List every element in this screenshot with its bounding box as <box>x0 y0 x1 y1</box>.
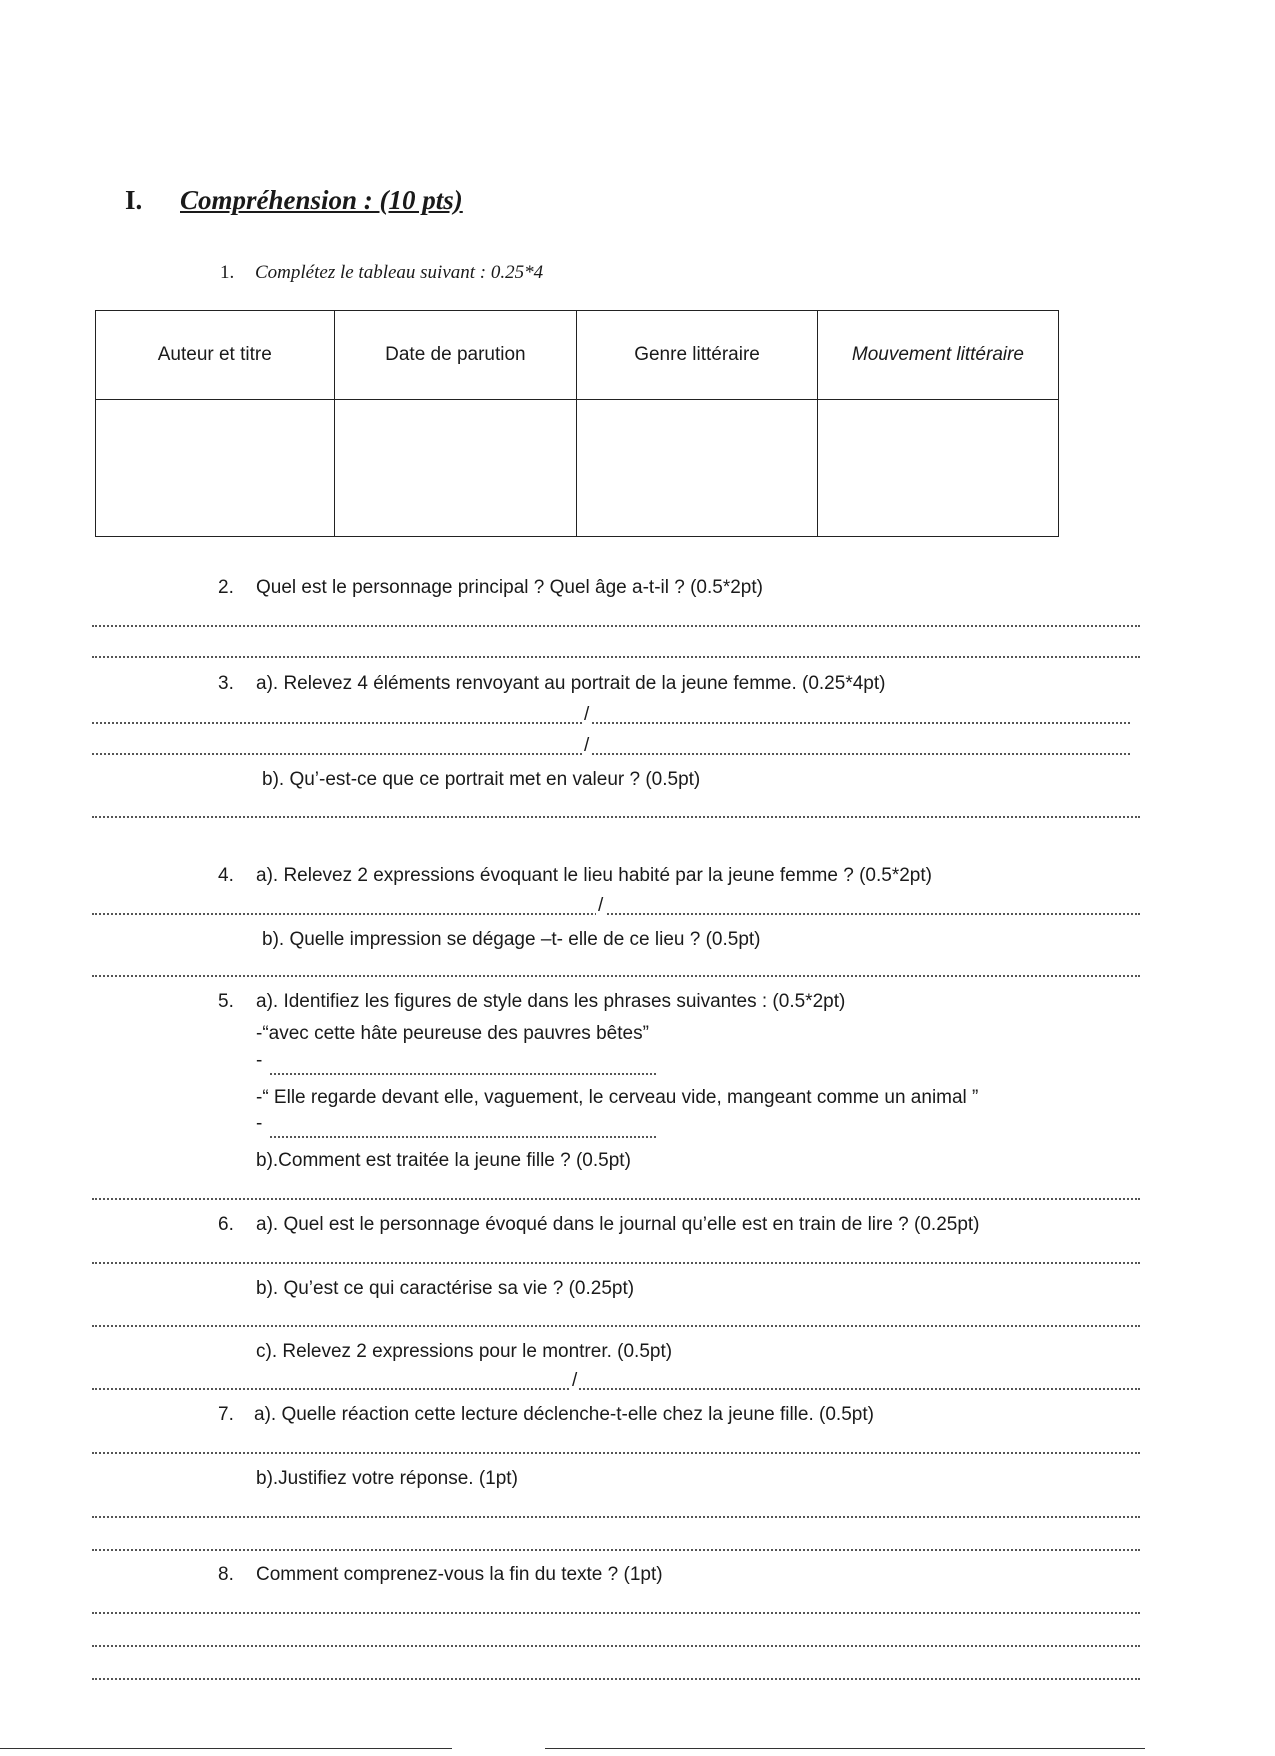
answer-line[interactable] <box>92 975 1140 977</box>
q2-number: 2. <box>218 577 234 598</box>
q4-number: 4. <box>218 865 234 886</box>
q5-number: 5. <box>218 991 234 1012</box>
q7b-text: b).Justifiez votre réponse. (1pt) <box>256 1468 518 1489</box>
q8-text: Comment comprenez-vous la fin du texte ? (1pt) <box>256 1564 663 1585</box>
answer-line[interactable] <box>92 1645 1140 1647</box>
q6b-text: b). Qu’est ce qui caractérise sa vie ? (0.25pt) <box>256 1278 635 1299</box>
table-answer-cell[interactable] <box>817 400 1058 537</box>
answer-line[interactable] <box>92 1678 1140 1680</box>
q5b-text: b).Comment est traitée la jeune fille ? (0.5pt) <box>256 1150 631 1171</box>
answer-line[interactable] <box>92 656 1140 658</box>
section-title: Compréhension : (10 pts) <box>180 185 463 215</box>
answer-line[interactable] <box>92 1325 1140 1327</box>
separator-slash: / <box>572 1370 578 1391</box>
q1-number: 1. <box>220 262 235 283</box>
table-header-cell: Date de parution <box>334 311 577 400</box>
answer-line[interactable] <box>92 753 1130 755</box>
q3b-text: b). Qu’-est-ce que ce portrait met en valeur ? (0.5pt) <box>262 769 701 790</box>
q4b-text: b). Quelle impression se dégage –t- elle de ce lieu ? (0.5pt) <box>262 929 761 950</box>
q1-instruction: Complétez le tableau suivant : 0.25*4 <box>255 262 544 283</box>
answer-line[interactable] <box>92 722 1130 724</box>
separator-slash: / <box>584 704 590 725</box>
answer-line[interactable] <box>92 625 1140 627</box>
q4a-text: a). Relevez 2 expressions évoquant le lieu habité par la jeune femme ? (0.5*2pt) <box>256 865 932 886</box>
q6c-text: c). Relevez 2 expressions pour le montrer. (0.5pt) <box>256 1341 673 1362</box>
table-answer-cell[interactable] <box>96 400 335 537</box>
answer-line[interactable] <box>92 1262 1140 1264</box>
answer-line[interactable] <box>92 816 1140 818</box>
answer-line[interactable] <box>92 1612 1140 1614</box>
answer-line[interactable] <box>270 1073 656 1075</box>
table-answer-cell[interactable] <box>334 400 577 537</box>
separator-slash: / <box>598 895 604 916</box>
q7-number: 7. <box>218 1404 234 1425</box>
separator-slash: / <box>584 735 590 756</box>
answer-line[interactable] <box>92 1198 1140 1200</box>
q6-number: 6. <box>218 1214 234 1235</box>
q5-quote-1: -“avec cette hâte peureuse des pauvres bêtes” <box>256 1023 649 1044</box>
q5-dash: - <box>256 1050 263 1071</box>
table-header-cell: Mouvement littéraire <box>817 311 1058 400</box>
q5a-text: a). Identifiez les figures de style dans les phrases suivantes : (0.5*2pt) <box>256 991 846 1012</box>
table-header-cell: Genre littéraire <box>577 311 818 400</box>
q5-dash: - <box>256 1113 263 1134</box>
answer-line[interactable] <box>92 913 1140 915</box>
answer-line[interactable] <box>92 1388 1140 1390</box>
q3a-text: a). Relevez 4 éléments renvoyant au portrait de la jeune femme. (0.25*4pt) <box>256 673 886 694</box>
q2-text: Quel est le personnage principal ? Quel âge a-t-il ? (0.5*2pt) <box>256 577 763 598</box>
answer-line[interactable] <box>92 1549 1140 1551</box>
table-answer-cell[interactable] <box>577 400 818 537</box>
table-answer-row <box>96 400 1059 537</box>
footer-rule-right <box>545 1748 1145 1749</box>
section-number: I. <box>125 185 143 215</box>
footer-rule-left <box>0 1748 452 1749</box>
q3-number: 3. <box>218 673 234 694</box>
q5-quote-2: -“ Elle regarde devant elle, vaguement, le cerveau vide, mangeant comme un animal ” <box>256 1087 979 1108</box>
answer-table <box>95 310 1059 537</box>
table-header-cell: Auteur et titre <box>96 311 335 400</box>
q6a-text: a). Quel est le personnage évoqué dans le journal qu’elle est en train de lire ? (0.25pt) <box>256 1214 980 1235</box>
q8-number: 8. <box>218 1564 234 1585</box>
table-header-row <box>96 311 1059 400</box>
answer-line[interactable] <box>92 1516 1140 1518</box>
q7a-text: a). Quelle réaction cette lecture déclenche-t-elle chez la jeune fille. (0.5pt) <box>254 1404 874 1425</box>
answer-line[interactable] <box>270 1136 656 1138</box>
answer-line[interactable] <box>92 1452 1140 1454</box>
